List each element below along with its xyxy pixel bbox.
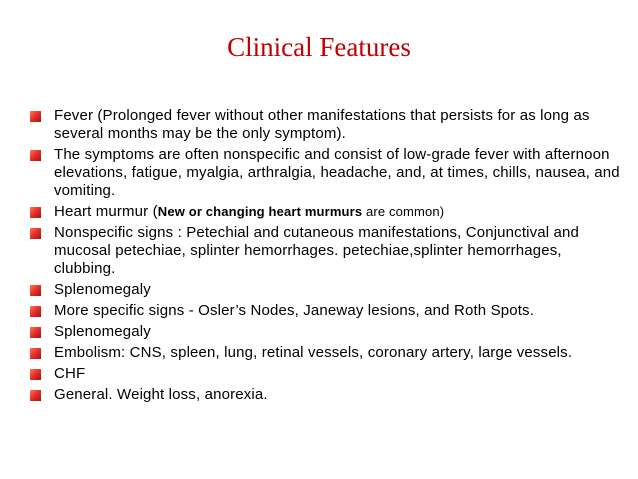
red-square-icon: [30, 348, 41, 359]
red-square-icon: [30, 111, 41, 122]
bullet-item: [30, 146, 626, 200]
bullet-text: Nonspecific signs : Petechial and cutaneous manifestations, Conjunctival and mucosal petechiae, splinter hemorrhages. petechiae,splinter hemorrhages, clubbing.: [54, 224, 580, 277]
red-square-icon: [30, 285, 41, 296]
bullet-text: More specific signs - Osler’s Nodes, Janeway lesions, and Roth Spots.: [54, 302, 535, 319]
bullet-text: Splenomegaly: [54, 281, 151, 298]
bullet-list: [30, 107, 626, 407]
bullet-text: CHF: [54, 365, 86, 382]
bullet-item: [30, 365, 626, 383]
bullet-item: [30, 344, 626, 362]
slide-title: Clinical Features: [227, 32, 411, 62]
bullet-item: [30, 224, 626, 278]
bullet-text: The symptoms are often nonspecific and consist of low-grade fever with afternoon elevations, fatigue, myalgia, arthralgia, headache, and, at times, chills, nausea, and vomiting.: [54, 146, 620, 199]
bullet-text: Splenomegaly: [54, 323, 151, 340]
bullet-text-lead: Heart murmur (: [54, 203, 158, 220]
red-square-icon: [30, 150, 41, 161]
red-square-icon: [30, 390, 41, 401]
red-square-icon: [30, 228, 41, 239]
bullet-item: [30, 386, 626, 404]
red-square-icon: [30, 369, 41, 380]
bullet-text: Fever (Prolonged fever without other manifestations that persists for as long as several months may be the only symptom).: [54, 107, 590, 142]
bullet-item: [30, 107, 626, 143]
bullet-item: [30, 323, 626, 341]
bullet-text: Embolism: CNS, spleen, lung, retinal vessels, coronary artery, large vessels.: [54, 344, 573, 361]
red-square-icon: [30, 327, 41, 338]
red-square-icon: [30, 207, 41, 218]
bullet-text-tail: are common): [362, 204, 445, 219]
bullet-text: General. Weight loss, anorexia.: [54, 386, 268, 403]
red-square-icon: [30, 306, 41, 317]
bullet-item: [30, 281, 626, 299]
bullet-item: [30, 203, 626, 221]
bullet-item: [30, 302, 626, 320]
bullet-text-bold: New or changing heart murmurs: [157, 204, 363, 219]
